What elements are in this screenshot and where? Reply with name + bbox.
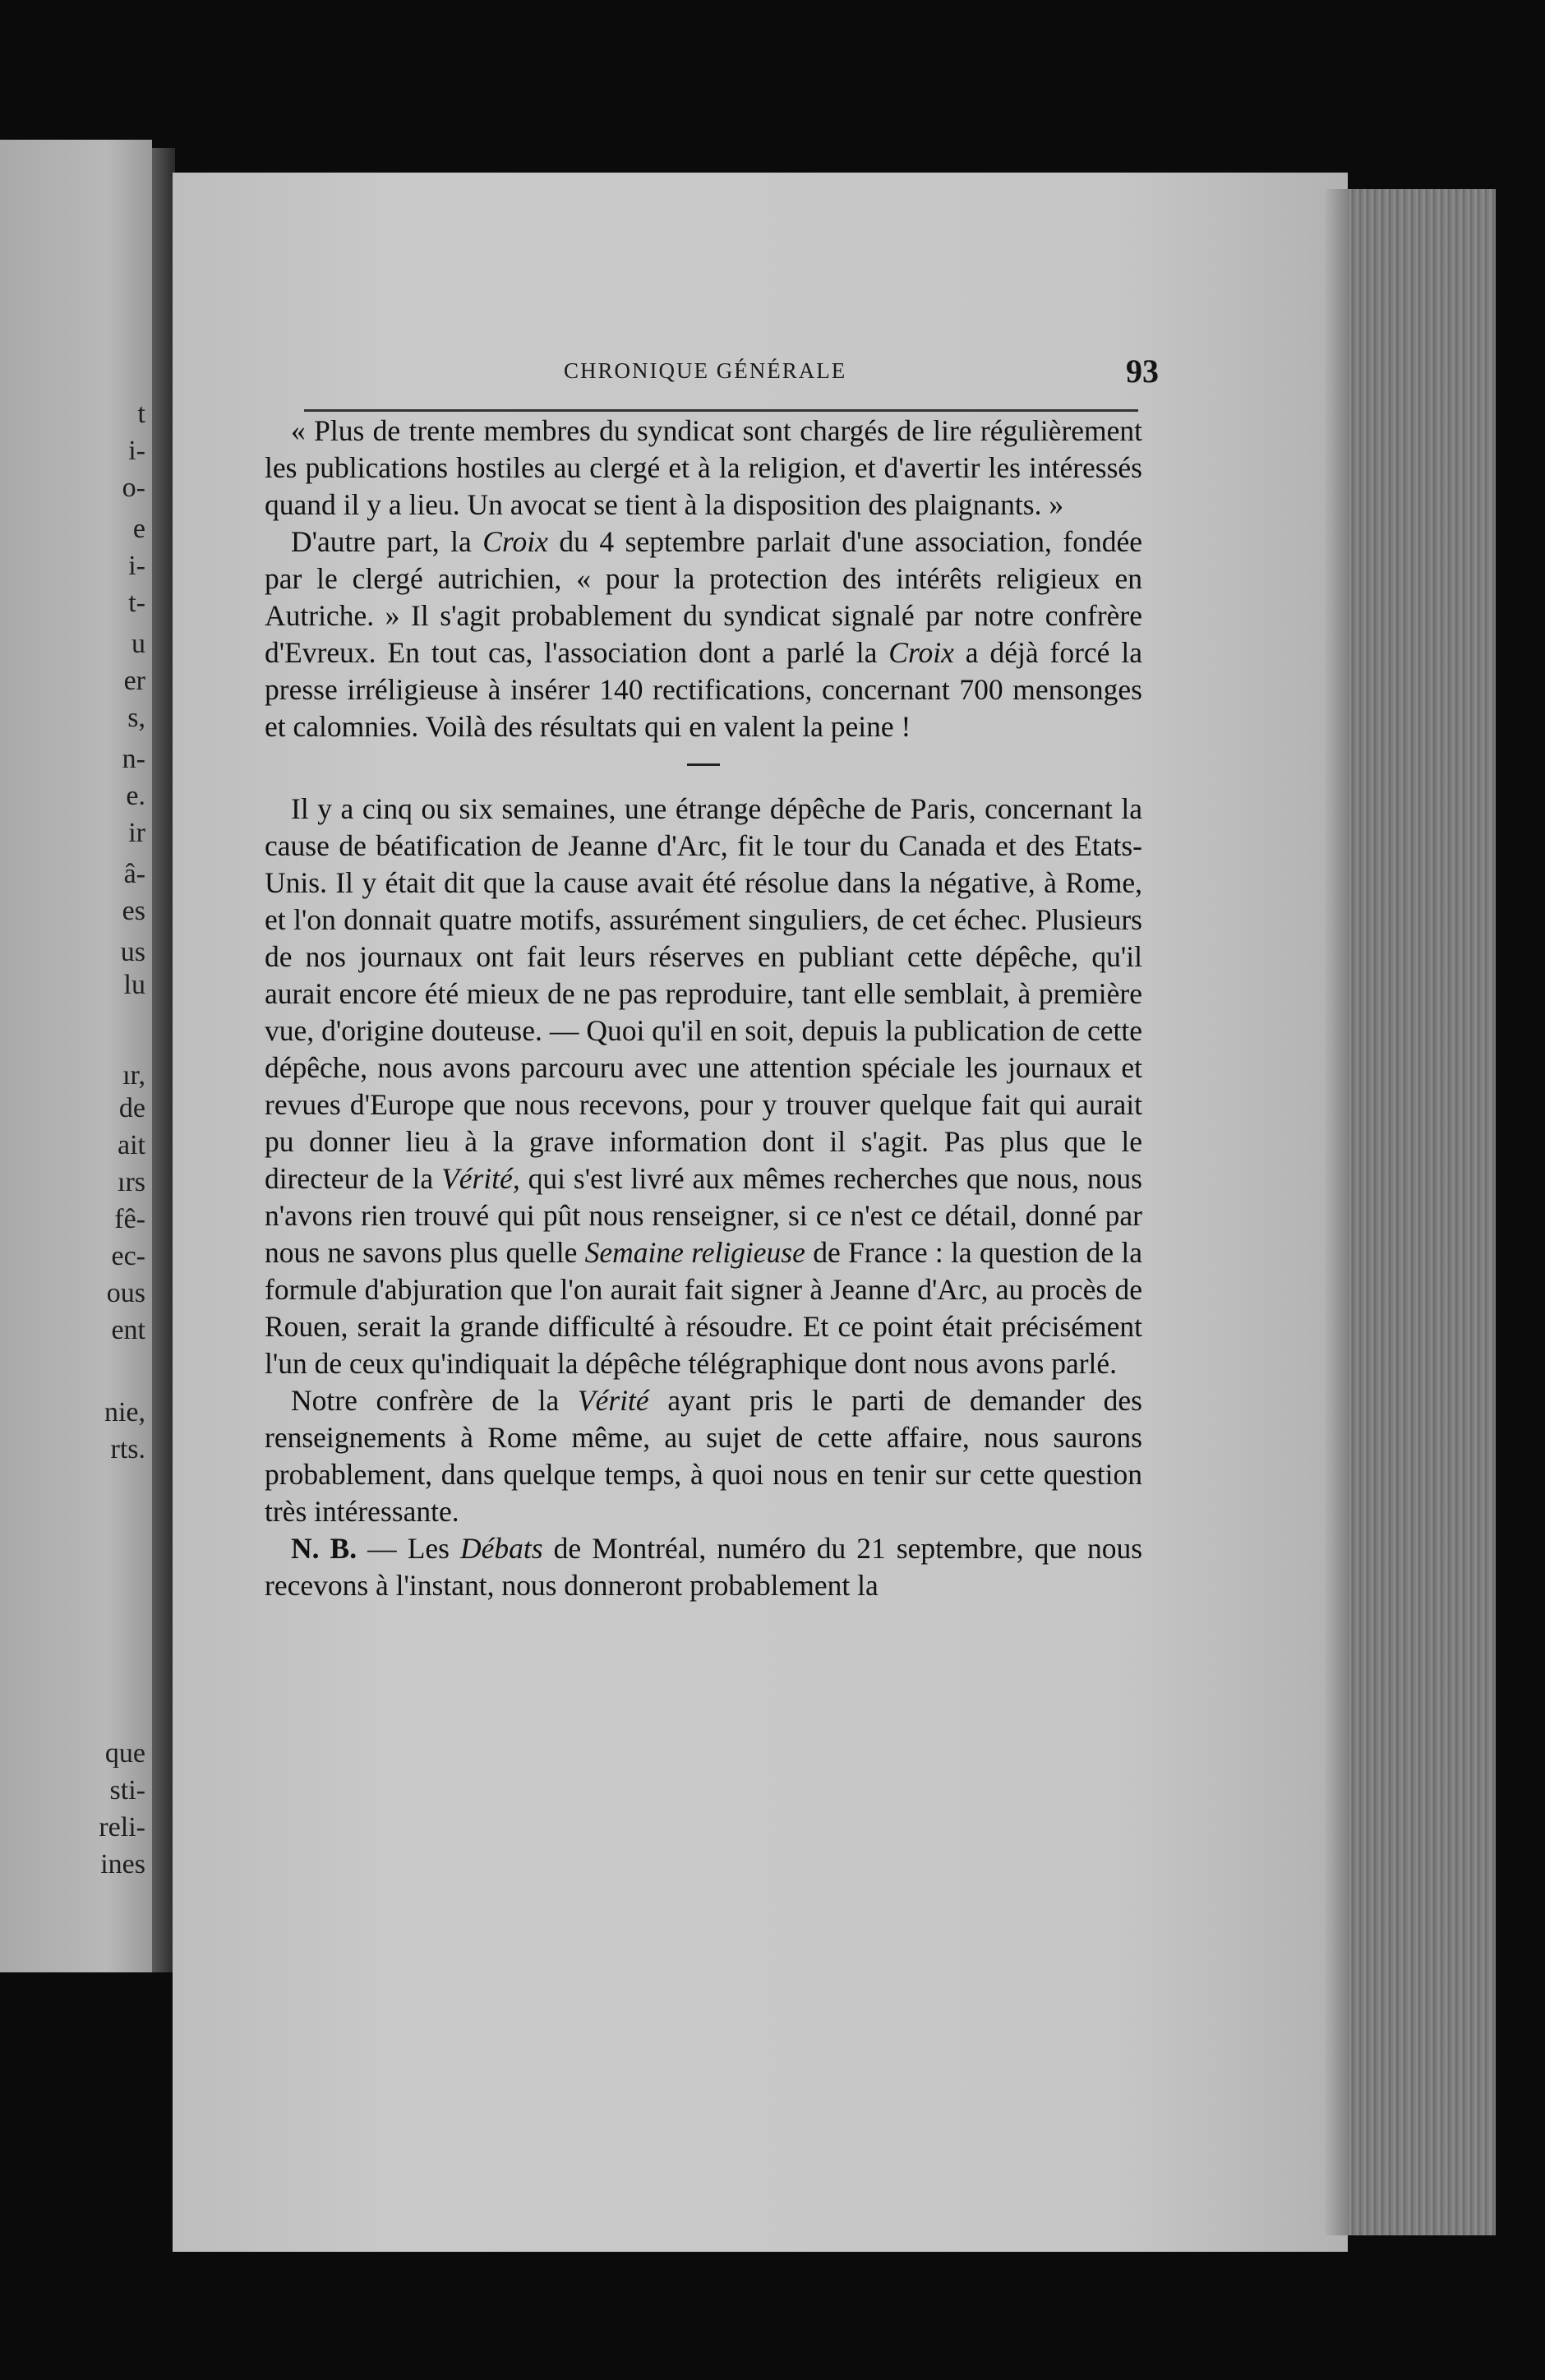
paragraph-text: Notre confrère de la xyxy=(291,1384,578,1417)
italic-title: Débats xyxy=(460,1532,543,1565)
page-header xyxy=(304,352,1159,401)
paragraph-text: du 4 septembre parlait d'une association, fondée par le clergé autrichien, « pour la protection des intérêts religieux en Autriche. » Il s'agit probablement du syndicat signalé par notre confrère d'Evreux. En tout cas, l'association dont a parlé la xyxy=(265,525,1142,669)
left-page-fragment: ır, xyxy=(122,1060,145,1091)
left-page-fragment: reli- xyxy=(99,1812,145,1843)
paragraph-nota-bene xyxy=(265,1530,1142,1604)
left-page-fragment: e. xyxy=(126,781,145,811)
left-gutter xyxy=(152,148,175,1972)
left-page-fragment: u xyxy=(131,629,145,659)
paragraph-jeanne-darc xyxy=(265,791,1142,1382)
paragraph-text: « Plus de trente membres du syndicat sont chargés de lire régulièrement les publications hostiles au clergé et à la religion, et d'avertir les intéressés quand il y a lieu. Un avocat se tient à la disposition des plaignants. » xyxy=(265,414,1142,521)
left-page-fragment: nie, xyxy=(104,1397,145,1428)
paragraph-text: de France : la question de la formule d'abjuration que l'on aurait fait signer à Jeanne d'Arc, au procès de Rouen, serait la grande difficulté à résoudre. Et ce point était précisément l'un de ceux qu'indiquait la dépêche télégraphique dont nous avons parlé. xyxy=(265,1236,1143,1380)
italic-title: Semaine religieuse xyxy=(584,1236,805,1269)
paragraph-text: Il y a cinq ou six semaines, une étrange dépêche de Paris, concernant la cause de béatification de Jeanne d'Arc, fit le tour du Canada et des Etats-Unis. Il y était dit que la cause avait été résolue dans la négative, à Rome, et l'on donnait quatre motifs, assurément singuliers, de cet échec. Plusieurs de nos journaux ont fait leurs réserves en publiant cette dépêche, qu'il aurait encore été mieux de ne pas reproduire, tant elle semblait, à première vue, d'origine douteuse. — Quoi qu'il en soit, depuis la publication de cette dépêche, nous avons parcouru avec une attention spéciale les journaux et revues d'Europe que nous recevons, pour y trouver quelque fait qui aurait pu donner lieu à la grave information dont il s'agit. Pas plus que le directeur de la xyxy=(265,792,1142,1195)
paragraph-verite xyxy=(265,1382,1142,1530)
left-page-fragment: ait xyxy=(118,1130,145,1160)
left-page-fragment: sti- xyxy=(109,1775,145,1806)
page-edges xyxy=(1348,189,1496,2235)
nota-bene-label: N. B. xyxy=(291,1532,357,1565)
left-page-fragment: us xyxy=(120,937,145,967)
left-page-fragment: es xyxy=(122,896,145,926)
left-page-fragment: i- xyxy=(128,436,145,466)
paragraph-quote xyxy=(265,413,1142,524)
left-page-fragment: ines xyxy=(100,1849,145,1880)
left-page-fragment: t- xyxy=(128,588,145,618)
italic-title: Vérité xyxy=(577,1384,649,1417)
paragraph-text: a déjà forcé la presse irréligieuse à insérer 140 rectifications, concernant 700 mensonges et calomnies. Voilà des résultats qui en valent la peine ! xyxy=(265,636,1142,743)
left-page-fragment: â- xyxy=(123,859,145,889)
left-page-fragment: t xyxy=(137,399,145,429)
left-page-fragment: er xyxy=(123,666,145,696)
left-page-fragment: ent xyxy=(111,1315,145,1345)
italic-title: Vérité, xyxy=(441,1162,520,1195)
left-page-fragment: i- xyxy=(128,551,145,581)
left-page-fragment: e xyxy=(132,514,145,544)
paragraph-text: — Les xyxy=(357,1532,461,1565)
italic-title: Croix xyxy=(482,525,548,558)
italic-title: Croix xyxy=(888,636,954,669)
paragraph-text: ayant pris le parti de demander des renseignements à Rome même, au sujet de cette affaire, nous saurons probablement, dans quelque temps, à quoi nous en tenir sur cette question très intéressante. xyxy=(265,1384,1142,1528)
left-page-fragment: que xyxy=(104,1738,145,1769)
page-number: 93 xyxy=(1126,353,1159,390)
left-page-fragment: lu xyxy=(123,970,145,1000)
running-title: CHRONIQUE GÉNÉRALE xyxy=(564,358,847,383)
left-page-fragment: fê- xyxy=(114,1204,145,1234)
left-page-fragment: o- xyxy=(122,473,145,503)
paragraph-text: de Montréal, numéro du 21 septembre, que nous recevons à l'instant, nous donneront probablement la xyxy=(265,1532,1143,1602)
left-facing-page xyxy=(0,140,152,1972)
left-page-fragment: ırs xyxy=(118,1167,145,1197)
left-page-fragment: de xyxy=(118,1093,145,1123)
left-page-fragment: rts. xyxy=(110,1434,145,1464)
left-page-fragment: ir xyxy=(128,818,145,848)
paragraph-text: qui s'est livré aux mêmes recherches que nous, nous n'avons rien trouvé qui pût nous renseigner, si ce n'est ce détail, donné par nous ne savons plus quelle xyxy=(265,1162,1142,1269)
left-page-fragment: ous xyxy=(106,1278,145,1308)
header-rule xyxy=(304,409,1138,412)
paragraph-croix xyxy=(265,524,1142,745)
left-page-fragment: n- xyxy=(122,744,145,774)
section-separator xyxy=(687,763,720,766)
left-page-fragment: ec- xyxy=(111,1241,145,1271)
paragraph-text: D'autre part, la xyxy=(291,525,483,558)
left-page-fragment: s, xyxy=(127,703,145,733)
body-text xyxy=(265,413,1142,1604)
